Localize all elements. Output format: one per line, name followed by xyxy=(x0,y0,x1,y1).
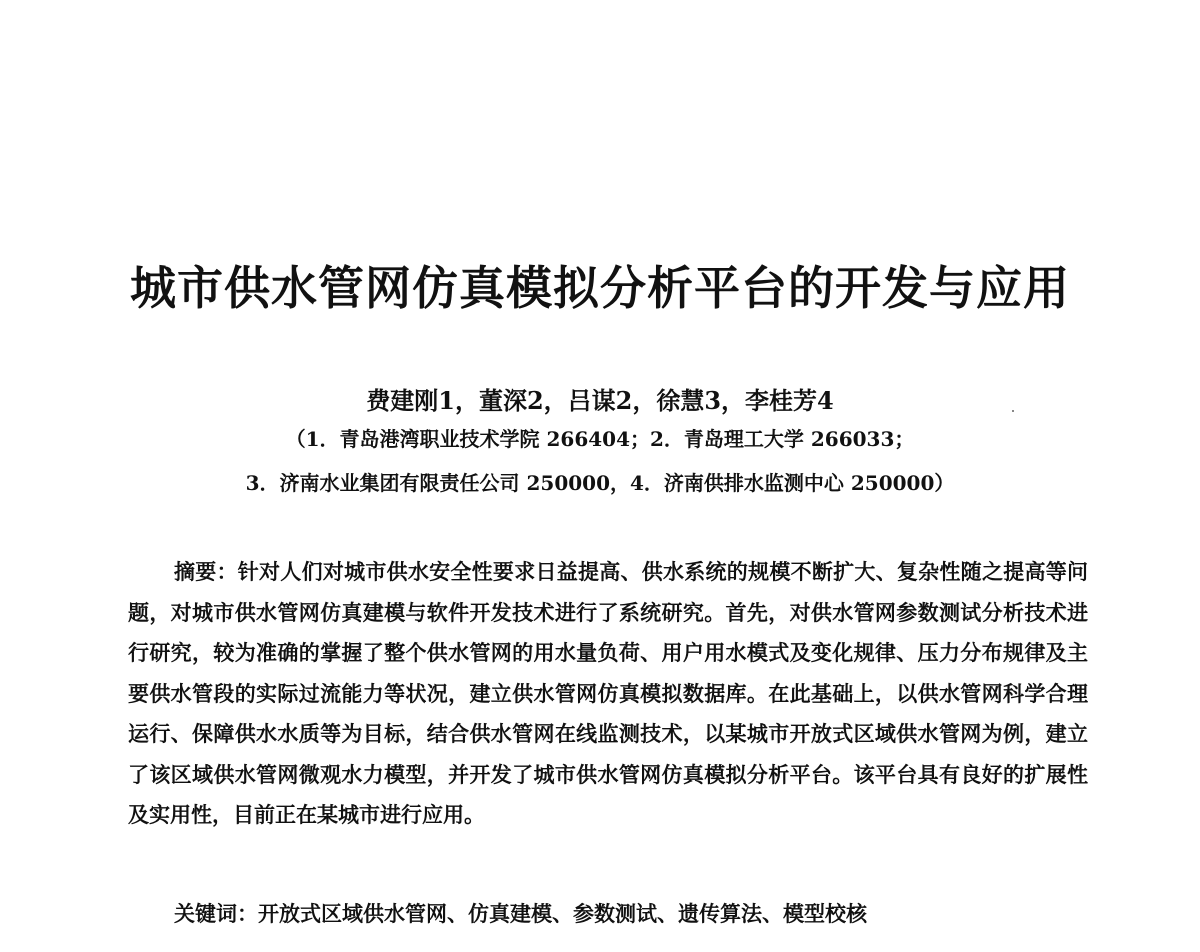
abstract-paragraph: 摘要：针对人们对城市供水安全性要求日益提高、供水系统的规模不断扩大、复杂性随之提高等问题，对城市供水管网仿真建模与软件开发技术进行了系统研究。首先，对供水管网参数测试分析技术进行研究，较为准确的掌握了整个供水管网的用水量负荷、用户用水模式及变化规律、压力分布规律及主要供水管段的实际过流能力等状况，建立供水管网仿真模拟数据库。在此基础上，以供水管网科学合理运行、保障供水水质等为目标，结合供水管网在线监测技术，以某城市开放式区域供水管网为例，建立了该区域供水管网微观水力模型，并开发了城市供水管网仿真模拟分析平台。该平台具有良好的扩展性及实用性，目前正在某城市进行应用。 xyxy=(128,559,1088,827)
affiliation-line-2: 3．济南水业集团有限责任公司 250000，4．济南供排水监测中心 250000） xyxy=(245,471,955,495)
scan-speck xyxy=(1012,410,1014,412)
affiliation-line-1: （1．青岛港湾职业技术学院 266404；2．青岛理工大学 266033； xyxy=(285,427,915,451)
paper-title: 城市供水管网仿真模拟分析平台的开发与应用 xyxy=(130,261,1070,315)
keywords-line: 关键词：开放式区域供水管网、仿真建模、参数测试、遗传算法、模型校核 xyxy=(174,901,867,926)
author-list: 费建刚1，董深2，吕谋2，徐慧3，李桂芳4 xyxy=(366,386,834,415)
